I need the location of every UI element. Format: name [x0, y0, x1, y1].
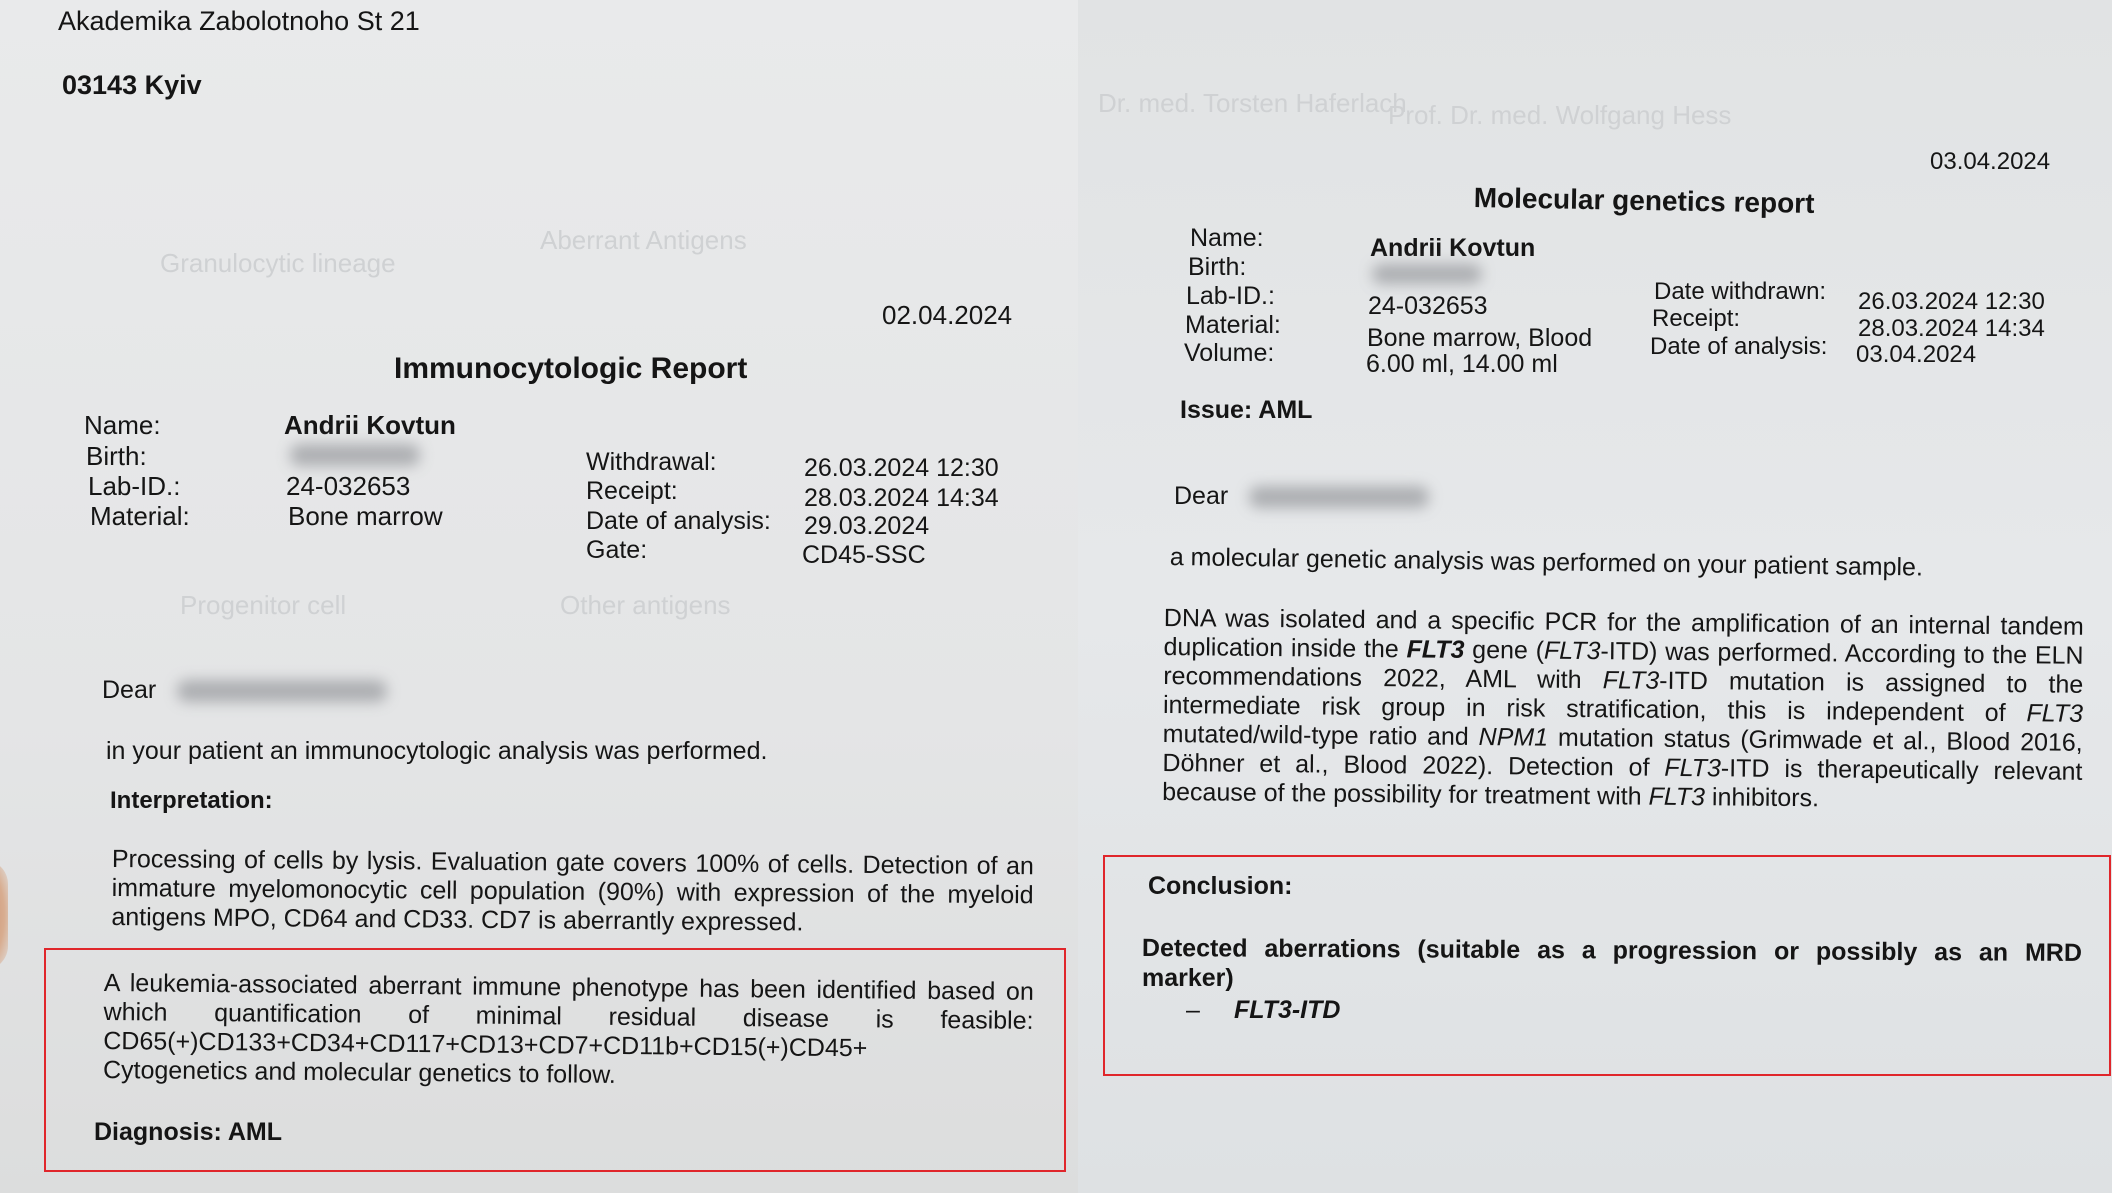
method-line: recommendations 2022, AML with FLT3-ITD mutation is assigned to the	[1163, 661, 2084, 699]
withdrawn-label: Date withdrawn:	[1654, 278, 1827, 305]
header-address: Akademika Zabolotnoho St 21	[58, 6, 420, 36]
receipt-label: Receipt:	[1652, 305, 1741, 332]
doctor-name-redacted	[1249, 486, 1429, 508]
method-line: DNA was isolated and a specific PCR for the amplification of an internal tandem	[1163, 604, 2084, 641]
phenotype-paragraph	[103, 969, 1034, 1094]
method-line: intermediate risk group in risk stratification, this is independent of FLT3	[1162, 690, 2084, 728]
show-through-text: Granulocytic lineage	[160, 248, 396, 278]
analysis-date-label: Date of analysis:	[586, 507, 771, 535]
receipt-value: 28.03.2024 14:34	[1858, 315, 2045, 342]
show-through-text: Other antigens	[560, 590, 731, 620]
show-through-text: Prof. Dr. med. Wolfgang Hess	[1388, 100, 1732, 130]
labid-value: 24-032653	[286, 471, 411, 501]
labid-label: Lab-ID.:	[88, 471, 181, 501]
report-date: 02.04.2024	[882, 300, 1013, 330]
intro-text: in your patient an immunocytologic analysis was performed.	[106, 737, 768, 765]
salutation	[1174, 482, 1429, 511]
header-city: 03143 Kyiv	[62, 70, 202, 100]
issue: Issue: AML	[1180, 396, 1313, 424]
conclusion-heading: Conclusion:	[1148, 872, 1293, 900]
report-title: Immunocytologic Report	[394, 352, 748, 385]
receipt-value: 28.03.2024 14:34	[804, 484, 999, 512]
finger-shadow	[0, 860, 8, 970]
birth-date-redacted	[290, 444, 420, 471]
name-label: Name:	[84, 410, 161, 440]
conclusion-item-flt3-itd: FLT3-ITD	[1234, 996, 1341, 1024]
withdrawal-label: Withdrawal:	[586, 448, 717, 476]
gene-flt3: FLT3	[1406, 635, 1465, 664]
interpretation-heading: Interpretation:	[110, 787, 273, 814]
diagnosis: Diagnosis: AML	[94, 1118, 282, 1146]
method-line: because of the possibility for treatment with FLT3 inhibitors.	[1162, 777, 1820, 813]
salutation-text: Dear	[102, 676, 157, 704]
withdrawal-value: 26.03.2024 12:30	[804, 454, 999, 482]
method-paragraph	[1162, 604, 2084, 816]
birth-label: Birth:	[86, 441, 147, 471]
labid-value: 24-032653	[1368, 292, 1488, 320]
interpretation-paragraph	[111, 845, 1034, 939]
analysis-date-value: 03.04.2024	[1856, 341, 1977, 368]
conclusion-text: Detected aberrations (suitable as a progression or possibly as an MRD	[1141, 934, 2082, 967]
analysis-date-value: 29.03.2024	[804, 512, 930, 540]
material-label: Material:	[1185, 311, 1281, 339]
intro-text: a molecular genetic analysis was performed on your patient sample.	[1169, 543, 1924, 582]
method-line: Döhner et al., Blood 2022). Detection of FLT3-ITD is therapeutically relevant	[1162, 748, 2083, 786]
labid-label: Lab-ID.:	[1186, 282, 1275, 310]
interpretation-line: immature myelomonocytic cell population (90%) with expression of the myeloid	[111, 873, 1034, 910]
interpretation-line: Processing of cells by lysis. Evaluation gate covers 100% of cells. Detection of an	[111, 845, 1034, 881]
gate-label: Gate:	[586, 536, 648, 564]
gate-value: CD45-SSC	[802, 541, 926, 569]
birth-label: Birth:	[1188, 253, 1247, 281]
gene-npm1: NPM1	[1478, 723, 1549, 752]
interpretation-line: antigens MPO, CD64 and CD33. CD7 is aberrantly expressed.	[111, 902, 804, 937]
phenotype-line: CD65(+)CD133+CD34+CD117+CD13+CD7+CD11b+CD15(+)CD45+	[103, 1026, 868, 1063]
report-title: Molecular genetics report	[1473, 182, 1815, 219]
show-through-text: Aberrant Antigens	[540, 225, 747, 255]
report-date: 03.04.2024	[1930, 148, 2051, 175]
patient-name: Andrii Kovtun	[284, 410, 456, 440]
list-dash: –	[1186, 996, 1200, 1024]
doctor-name-redacted	[177, 680, 387, 702]
receipt-label: Receipt:	[586, 477, 678, 505]
show-through-text: Progenitor cell	[180, 590, 347, 620]
material-label: Material:	[90, 501, 190, 531]
name-label: Name:	[1190, 224, 1264, 252]
withdrawn-value: 26.03.2024 12:30	[1858, 288, 2045, 315]
volume-label: Volume:	[1184, 339, 1275, 367]
phenotype-line: Cytogenetics and molecular genetics to follow.	[102, 1055, 616, 1089]
method-line: mutated/wild-type ratio and NPM1 mutation status (Grimwade et al., Blood 2016,	[1162, 719, 2083, 757]
salutation	[102, 676, 387, 705]
material-value: Bone marrow	[288, 501, 443, 531]
molecular-genetics-report-page	[1078, 0, 2112, 1193]
method-line: duplication inside the FLT3 gene (FLT3-ITD) was performed. According to the ELN	[1163, 632, 2084, 670]
phenotype-line: A leukemia-associated aberrant immune phenotype has been identified based on	[103, 969, 1034, 1006]
analysis-date-label: Date of analysis:	[1650, 333, 1828, 360]
conclusion-text-cont: marker)	[1142, 964, 1234, 992]
birth-date-redacted	[1372, 264, 1482, 289]
material-value: Bone marrow, Blood	[1367, 324, 1593, 352]
volume-value: 6.00 ml, 14.00 ml	[1366, 350, 1558, 378]
patient-name: Andrii Kovtun	[1370, 234, 1536, 262]
show-through-text: Dr. med. Torsten Haferlach	[1098, 88, 1407, 118]
phenotype-line: which quantification of minimal residual disease is feasible:	[103, 997, 1034, 1035]
salutation-text: Dear	[1174, 482, 1229, 510]
